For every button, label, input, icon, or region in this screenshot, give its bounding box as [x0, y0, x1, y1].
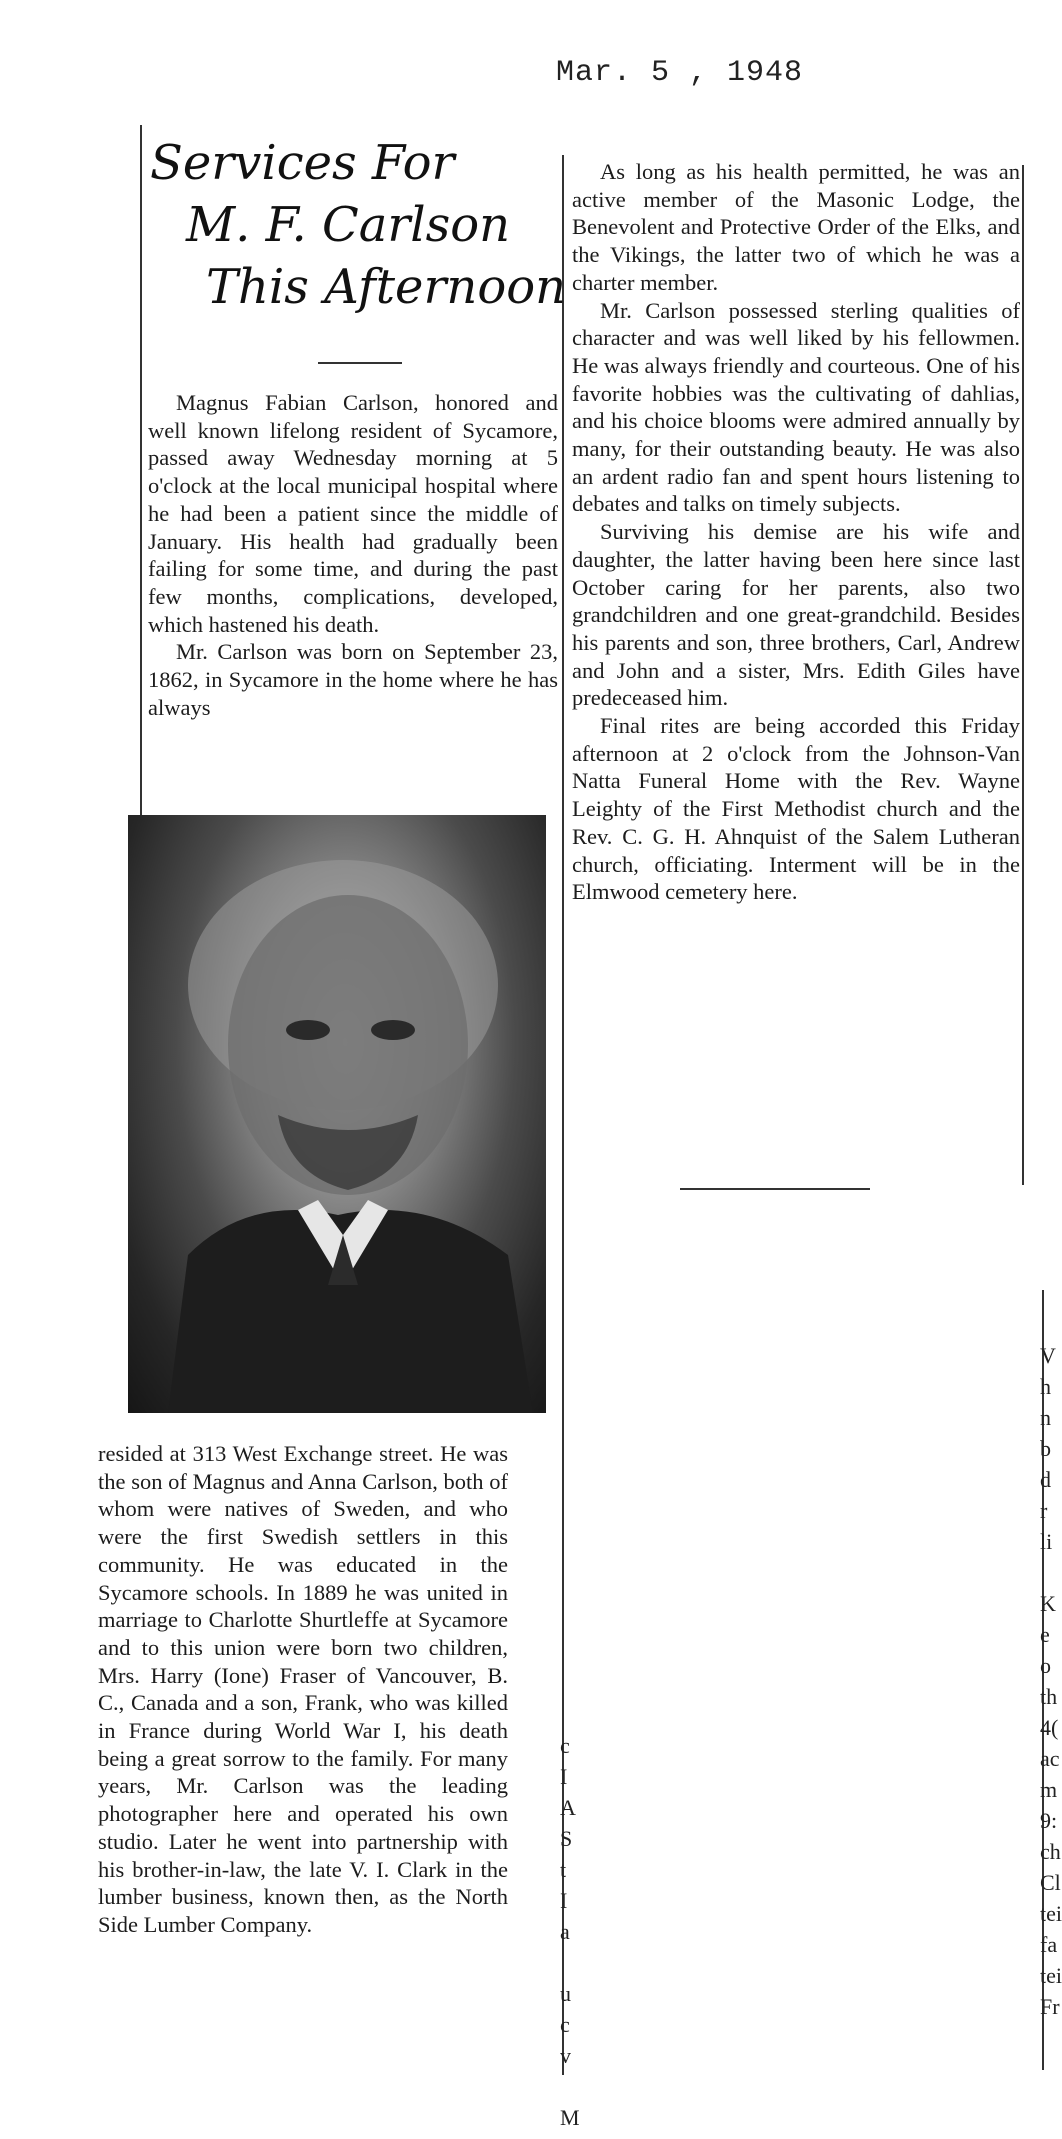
fragment-line: tei — [1040, 1963, 1062, 1988]
portrait-illustration — [128, 815, 546, 1413]
column-rule-left — [140, 125, 142, 815]
article-column-2 — [572, 158, 1020, 906]
paragraph: As long as his health permitted, he was an active member of the Masonic Lodge, the Benevolent and Protective Order of the Elks, and the Vikings, the latter two of which he was a charter member. — [572, 159, 1020, 295]
fragment-line: ac — [1040, 1746, 1060, 1771]
fragment-line: ch — [1040, 1839, 1061, 1864]
fragment-line: Fr — [1040, 1994, 1060, 2019]
date-stamp: Mar. 5 , 1948 — [556, 56, 804, 90]
end-rule — [680, 1188, 870, 1190]
fragment-line: m — [1040, 1777, 1058, 1802]
fragment-line: li — [1040, 1529, 1053, 1554]
fragment-line: I — [560, 1888, 568, 1913]
paragraph: resided at 313 West Exchange street. He was the son of Magnus and Anna Carlson, both of whom were natives of Sweden, and who were the first Swedish settlers in this community. He was educated in the Sycamore schools. In 1889 he was united in marriage to Charlotte Shurtleffe at Sycamore and to this union were born two children, Mrs. Harry (Ione) Fraser of Vancouver, B. C., Canada and a son, Frank, who was killed in France during World War I, his death being a great sorrow to the family. For many years, Mr. Carlson was the leading photographer here and operated his own studio. Later he went into partnership with his brother-in-law, the late V. I. Clark in the lumber business, known then, as the North Side Lumber Company. — [98, 1441, 508, 1937]
fragment-line — [560, 2071, 580, 2102]
headline-line-2: M. F. Carlson — [186, 197, 511, 253]
fragment-line: M — [560, 2105, 580, 2130]
fragment-line: A — [560, 1795, 576, 1820]
fragment-line: t — [560, 1857, 567, 1882]
headline-line-3: This Afternoon — [206, 259, 567, 315]
fragment-line: c — [560, 1733, 570, 1758]
fragment-line: n — [1040, 1405, 1051, 1430]
article-column-1-bottom — [98, 1440, 508, 1939]
column-rule-right — [1022, 165, 1024, 1185]
adjacent-article-fragment-middle — [560, 1730, 580, 2133]
fragment-line — [560, 1947, 580, 1978]
paragraph: Mr. Carlson was born on September 23, 1862, in Sycamore in the home where he has always — [148, 639, 558, 720]
fragment-line: d — [1040, 1467, 1051, 1492]
fragment-line: v — [560, 2043, 571, 2068]
fragment-line: fa — [1040, 1932, 1058, 1957]
headline — [150, 132, 570, 318]
fragment-line: S — [560, 1826, 573, 1851]
adjacent-article-fragment-right — [1040, 1340, 1062, 2022]
fragment-line: 9: — [1040, 1808, 1058, 1833]
headline-line-1: Services For — [150, 135, 455, 191]
headline-rule — [318, 362, 402, 364]
fragment-line: h — [1040, 1374, 1051, 1399]
fragment-line: th — [1040, 1684, 1058, 1709]
fragment-line: o — [1040, 1653, 1051, 1678]
fragment-line: K — [1040, 1591, 1056, 1616]
portrait-photo — [128, 815, 546, 1413]
paragraph: Magnus Fabian Carlson, honored and well known lifelong resident of Sycamore, passed away Wednesday morning at 5 o'clock at the local municipal hospital where he had been a patient since the middle of January. His health had gradually been failing for some time, and during the past few months, complications, developed, which hastened his death. — [148, 390, 558, 637]
fragment-line: Cl — [1040, 1870, 1061, 1895]
fragment-line: tei — [1040, 1901, 1062, 1926]
fragment-line: 4( — [1040, 1715, 1059, 1740]
fragment-line: I — [560, 1764, 568, 1789]
paragraph: Mr. Carlson possessed sterling qualities of character and was well liked by his fellowmen. He was always friendly and courteous. One of his favorite hobbies was the cultivating of dahlias, and his choice blooms were admired annually by many, for their outstanding beauty. He was also an ardent radio fan and spent hours listening to debates and talks on timely subjects. — [572, 297, 1021, 517]
fragment-line: u — [560, 1981, 571, 2006]
fragment-line: b — [1040, 1436, 1051, 1461]
fragment-line: a — [560, 1919, 570, 1944]
fragment-line: c — [560, 2012, 570, 2037]
article-column-1-top — [148, 389, 558, 721]
paragraph: Final rites are being accorded this Friday afternoon at 2 o'clock from the Johnson-Van Natta Funeral Home with the Rev. Wayne Leighty of the First Methodist church and the Rev. C. G. H. Ahnquist of the Salem Lutheran church, officiating. Interment will be in the Elmwood cemetery here. — [572, 713, 1020, 905]
fragment-line: r — [1040, 1498, 1048, 1523]
fragment-line: e — [1040, 1622, 1050, 1647]
fragment-line — [1040, 1557, 1062, 1588]
paragraph: Surviving his demise are his wife and daughter, the latter having been here since last October caring for her parents, also two grandchildren and one great-grandchild. Besides his parents and son, three brothers, Carl, Andrew and John and a sister, Mrs. Edith Giles have predeceased him. — [572, 519, 1020, 711]
fragment-line: V — [1040, 1343, 1056, 1368]
